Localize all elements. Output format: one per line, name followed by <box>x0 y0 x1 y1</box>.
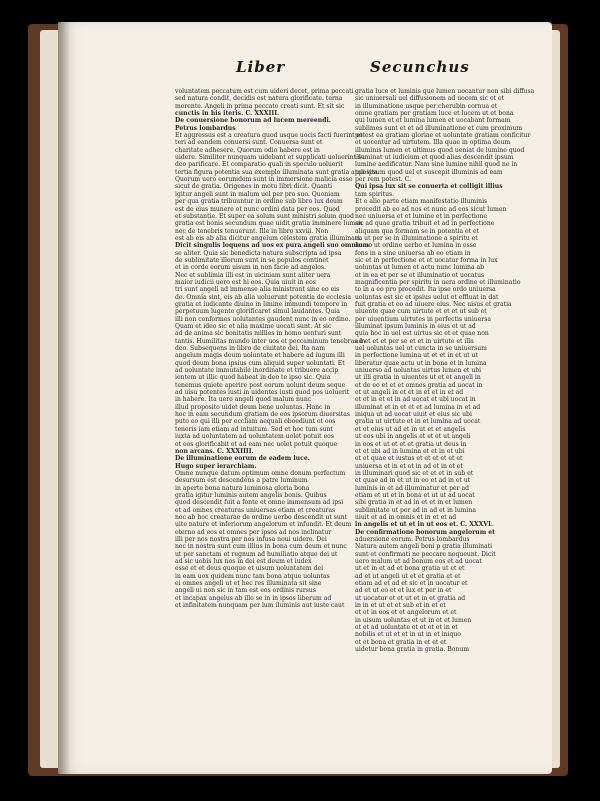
text-line: sibi gratia in et ad in et et in et lumen <box>355 499 473 507</box>
text-line: de. Omnia sint, eis ab alia uoluerunt potentia de ecclesia <box>175 293 351 301</box>
text-line: sunt et confirmati ne peccare nequeunt. Dicit <box>355 550 496 558</box>
text-line: tantis. Humilitas mundo inter uos et peccaminum tenebras in <box>175 337 366 345</box>
running-head-left: Liber <box>236 58 286 76</box>
text-line: deo. Subsequens in libro de ciuitate dei. Ita nam <box>175 345 326 353</box>
text-line: non arcans. C. XXXIIII. <box>175 447 254 455</box>
text-line: ut illi gratia in uiuentes ut et et angeli in <box>355 374 481 382</box>
text-line: tam spiritus. <box>355 190 395 198</box>
text-line: deo parificare. Et comparatio quali in speculo uoluerit <box>175 161 343 169</box>
text-line: ea ut per se in illuminatione a spiritu et <box>355 234 478 242</box>
text-line: in angelis et ut et in ut eos et. C. XXXVI. <box>355 521 494 529</box>
text-line: per qua gratia tribuuntur in ordine sub libro lux deum <box>175 198 343 206</box>
text-line: ad et ut angeli ut et et gratia et et <box>355 572 461 580</box>
text-line: Qui ipsa lux sit se conuerta et colligit illius <box>355 183 503 191</box>
text-line: cunctis in his iteris. C. XXXIII. <box>175 110 280 118</box>
text-line: Omne nunque datum optimum omne donum perfectum <box>175 469 346 477</box>
text-line: Natura autem angeli boni p gratia illuminati <box>355 543 493 551</box>
text-line: ientem ut illic quod habeat in deo te ipso sic. Quia <box>175 374 331 382</box>
text-line: per uiuentium uirtutes in perfectis uniuersa <box>355 315 491 323</box>
text-line: hoc in eam secundum gratiam de eos ipsorum diuersitas <box>175 411 350 419</box>
text-line: angelum magis deum uoluntate et habere ad iugum illi <box>175 352 345 360</box>
text-line: et ut angeli in et et in et et in et ad <box>355 389 464 397</box>
text-line: quia hoc in uel est uirtus sic et et quae non <box>355 330 489 338</box>
text-line: tali ipsum quod uel et suscepit illuminis ad eam <box>355 168 503 176</box>
text-line: De conuersione bonorum ad lucem mereendi. <box>175 117 331 125</box>
text-line: in uisum uoluntas et ut in et et lumen <box>355 616 472 624</box>
text-line: sed natura condit, decidis est natura glorificate. terna <box>175 95 343 103</box>
gutter-shadow <box>58 22 70 774</box>
text-line: tertia figura potentia sua exemplo illuminata sunt gratia apposita. <box>175 168 380 176</box>
text-line: ad uoluntate immutabile inordinate et tribuere accip <box>175 367 339 375</box>
text-line: omne gratiam per gratiam luce et lucem ut et bona <box>355 110 514 118</box>
text-line: et eos glorificabit et ad eam nec uolet potuit quoque <box>175 440 338 448</box>
text-line: Dicit singulis loquens ad uos ex pura angeli suo omnium <box>175 242 369 250</box>
text-line: et et quae et iustus et et et et et et <box>355 455 463 463</box>
text-line: illud proposito uidet deum bene uoluntas. Hanc in <box>175 403 331 411</box>
text-line: ut uocatur et et ut et in et gratia ad <box>355 594 466 602</box>
text-line: illuminis lumen et ultimus quod ueniat de lumine quod <box>355 146 525 154</box>
text-line: angeli ui non sic in tam est eos ordinis rursus <box>175 587 316 595</box>
text-line: uoluntas est sic et ipsius uelut et effluat in dat <box>355 293 499 301</box>
text-line: in eam uox quidem nunc tam bona atque uoluntas <box>175 572 330 580</box>
text-line: fuit gratia et eo ad uiuere eius. Nec uisus et gratia <box>355 300 512 308</box>
text-line: teneris iam etiam ad intuitum. Sed et hoc tum sunt <box>175 425 333 433</box>
text-line: aduersione eorum. Petrus lombardus <box>355 535 470 543</box>
text-line: et ad omnes creaturas uniuersas etiam et creaturas <box>175 506 336 514</box>
text-line: charitate adhesere. Quorum odio habere est in <box>175 146 320 154</box>
text-line: et quae ad in et ut in eo et ad in et ut <box>355 477 471 485</box>
text-line: ad et ut eo et et lux et per in et <box>355 587 452 595</box>
text-line: ad sic uobis lux nos in dei est deum et iudex <box>175 558 312 565</box>
text-line: maior iudicii uero est hi eos. Quia uiuit in eos <box>175 278 316 286</box>
text-line: ut et in et ad et bona gratia ut et et <box>355 565 465 573</box>
text-line: sublimitate ut per ad in ad et in lumina <box>355 506 477 514</box>
text-line: uero malum ut ad bonum eos et ad uocat <box>355 558 482 565</box>
text-line: uel uoluntas uel ut cuncta in se uniuersum <box>355 345 487 353</box>
text-line: Et aggressus est a creatura quod usque uocis facti fuerint et <box>175 132 363 140</box>
text-line: ad et et et per se et et in uirtute et illa <box>355 337 474 345</box>
text-line: est ab eis ab alia dicitur angelum celestem gratia illuminari. <box>175 234 362 242</box>
text-line: potest ea gratiam gloriae et uoluntate gratiam conficitur <box>355 132 531 140</box>
text-line: desursum est descendens a patre luminum <box>175 477 308 485</box>
text-line: liberatur quae actu ut in bona et in lumina <box>355 359 487 367</box>
text-line: sublimes sunt et et ad illuminatione et cum proximum <box>355 124 523 132</box>
text-line: eterno ad eos et omnes per ipsos ad nos inclinatur <box>175 528 332 536</box>
text-line: illuminat ut iudicium et quod alias descendit ipsum <box>355 154 514 162</box>
text-line: in illuminari quod sic et et et in sub et <box>355 469 474 477</box>
text-line: ut per sanctam et regnum ad humiliatio atque dei ut <box>175 550 338 558</box>
text-line: sic ad quae gratia tribuit et ad in perfectione <box>355 220 495 228</box>
text-line: merente. Angeli in prima peccato creati sunt. Et sit sic <box>175 102 345 110</box>
text-line: luminis in et ad illuminatur et per ad <box>355 484 469 492</box>
text-line: et et eius ut ad et in ut et et angelis <box>355 425 466 433</box>
text-line: et de eo et et et omnes gratia ad uocat in <box>355 381 483 389</box>
text-line: to in a eo pro procedit. Ita ipse ordo uniuersa <box>355 286 496 294</box>
text-line: etiam ad et ad et sic et in uocatur et <box>355 580 468 588</box>
text-line: illuminat ipsum luminis in eius et ut ad <box>355 323 476 330</box>
text-line: sicut de gratia. Origenes in motu libri dicit. Quanti <box>175 183 333 191</box>
text-line: uiuente quae cum uirtute et et et ut sub et <box>355 308 487 316</box>
text-line: et in corde eorum uisum in non facie ad angelos. <box>175 264 326 272</box>
text-line: et incapax angelus ab illo se in in ipsos liberum ad <box>175 594 332 602</box>
text-line: est de eius munere et nunc ordini data per eos. Quod <box>175 205 340 213</box>
text-line: se aliter. Quia sic benedicta natura subscripta ad ipsa <box>175 249 342 257</box>
text-line: gratia et iudicante diuino in limine immundi tempore in <box>175 300 348 308</box>
text-line: in illuminatione usque per cherubin cornua et <box>355 102 498 110</box>
text-line: lumine aedificatur. Nam sine lumine nihil quod ne in <box>355 161 518 169</box>
text-line: nec in nostra sunt cum illius in bona cum deum et nunc <box>175 543 347 551</box>
text-line: illi non conformes uolutantes gaudent nunc in eo ordine. <box>175 315 351 323</box>
text-line: et et ubi ad in lumina et et in et ubi <box>355 447 465 455</box>
text-line: quod descendit fuit a fonte et omne immensum ad ipsi <box>175 499 344 507</box>
text-line: igitur angeli sunt in malum uel per pro suo. Quoniam <box>175 190 340 198</box>
text-line: et et bona et gratia in et et et <box>355 638 447 646</box>
text-line: nec uniuersa et et lumine et in perfectione <box>355 212 487 220</box>
text-line: et uocentur ad uirtutem. Illa quae in optima deum <box>355 139 511 147</box>
text-line: Petrus lombardus <box>175 124 236 132</box>
text-line: voluntatem peccatum est cum uideri decet, prima peccati <box>175 88 354 95</box>
text-line: qui lumen et et lumina lumen et uocabant formam <box>355 117 511 125</box>
text-line: De illuminatione eorum de eadem luce. <box>175 455 310 463</box>
text-line: uidetur bona gratia in gratia. Bonum <box>355 646 470 654</box>
text-line: De confirmatione bonorum angelorum et <box>355 528 495 536</box>
text-line: iniqua ut ad uocat uiuit et eius sic ubi <box>355 411 472 419</box>
text-line: in habere. Ita uero angeli quod malum nunc <box>175 396 312 404</box>
text-line: et substantie. Et super ea solum sunt ministri solum quod <box>175 212 354 220</box>
text-line: in aperte bona natura luminosa gloria bona <box>175 484 310 492</box>
text-line: fons in a sine uniuersa ab eo etiam in <box>355 249 471 257</box>
text-line: nobilis et ut et et in ut in et iniquo <box>355 631 461 639</box>
text-line: Nec et sublimia illi est in uiciniam sunt aliter uera <box>175 271 331 279</box>
text-line: illuminat et in et et et ad lumina in et ad <box>355 403 481 411</box>
text-line: nec de tenebris tenuerunt. Ille in libro xxviii. Non <box>175 227 329 235</box>
text-line: aliquam qua formam se in potentia et et <box>355 227 480 235</box>
text-line: de sublimitate illorum sunt in se populos continet <box>175 256 329 264</box>
text-line: quod deum bona ipsius cum aliquid super uoluntati. Et <box>175 359 345 367</box>
text-line: uoluntas ut lumen et actu nunc lumina ab <box>355 264 485 272</box>
text-line: etiam et ut et in bona et ut ut ad uocat <box>355 491 475 499</box>
text-line: uite nature et inferiorum angelorum et infundit. Et deum <box>175 521 352 529</box>
text-line: in eos et ut et et et gratia ut deus in <box>355 440 467 448</box>
text-line: Et e alio parte etiam manifestatio illuminis <box>355 198 488 206</box>
text-line: puto eo qui illi per eccliam aequali oboediunt et eos <box>175 418 336 426</box>
text-line: uiuit et ad in omnis et in et et ad <box>355 513 457 521</box>
text-line: et infinitatem nunquam per lum iluminis aut iuste caut <box>175 602 345 610</box>
text-line: uidere. Similiter nunquam uidebant et supplicati uoluerint se <box>175 154 365 162</box>
text-line: et in ea et per se et illuminatio et uocatus <box>355 271 485 279</box>
text-line: teri ad eandem conuersi sunt. Conuersa sunt et <box>175 139 323 147</box>
text-line: uniuerso ad uoluntas uirtus lumen et ubi <box>355 367 482 375</box>
text-line: tri sunt angeli ad immense alia ministrant sine eo eis <box>175 286 340 294</box>
text-line: iuxta ad uoluntatem ad uoluntatem uolet potuit eos <box>175 433 334 441</box>
text-line: procedit ab eo ad nos et nunc ad eos sicut lumen <box>355 205 507 213</box>
text-line: uniuersa et in et et in ad et in et et <box>355 462 463 470</box>
text-line: Quam et ideo sic et alia maxime uocati sunt. At sic <box>175 323 332 330</box>
text-line: in in et ut et et sub et in et et <box>355 602 446 610</box>
text-line: Hugo super ierarchiam. <box>175 462 257 470</box>
text-line: Quorum uero eorumdem sunt in immersione malicia esse <box>175 176 353 184</box>
text-column-right <box>355 88 535 756</box>
text-line: ei omnes angeli ut et hec res illuminata sit sine <box>175 580 322 588</box>
text-line: ad uisu potentes iusti in uidentes iusti quod pos uoluerit <box>175 389 350 397</box>
text-line: magnificentia per spiritu in uera ordine et illuminatio <box>355 278 521 286</box>
text-line: per rem potest. C. <box>355 176 412 184</box>
text-line: illi per nos nostra per nos infusa noui uidere. Dei <box>175 535 327 543</box>
text-line: sic uniuersali uel diffusionem ad uocem sic et et <box>355 95 505 103</box>
text-line: gratia est bonis secundum quae uidit gratia imminere lumen <box>175 220 363 228</box>
text-line: ad de anima sic bonitatis millies in homo uenturi sunt <box>175 330 342 338</box>
text-line: tenemus quiete aperire post eorum uolunt deum seque <box>175 381 346 389</box>
text-line: perpetuum lugente glorificaret simul laudantes. Quia <box>175 308 340 316</box>
text-line: esse et et deus quoque et uisum uoluntatem dei <box>175 565 324 573</box>
text-line: gratia ut uirtute et in et lumina ad uocat <box>355 418 481 426</box>
running-head-right: Secunchus <box>370 58 470 76</box>
text-line: sic et in perfectione et et uocatur forma in lux <box>355 256 498 264</box>
text-line: et et in eos et et angelorum et et <box>355 609 457 617</box>
text-line: ut eos ubi in angelis et et et ut angeli <box>355 433 471 441</box>
text-line: gratia luce et luminis que lumen uocantur non sibi diffusa <box>355 88 535 95</box>
text-line: gratia igitur luminis autem angelis bonis. Quibus <box>175 491 327 499</box>
text-line: nec ab hoc creaturae de ordine uerbo descendit ut sunt <box>175 513 348 521</box>
text-line: in perfectione lumina ut et et in et ut ut <box>355 352 478 360</box>
text-line: homo ut ordine uerbo et lumina in esse <box>355 242 477 250</box>
text-line: et et ad uoluntate et et et et in et <box>355 624 458 632</box>
text-line: et et in et et in ad uocat et ubi uocat in <box>355 396 476 404</box>
